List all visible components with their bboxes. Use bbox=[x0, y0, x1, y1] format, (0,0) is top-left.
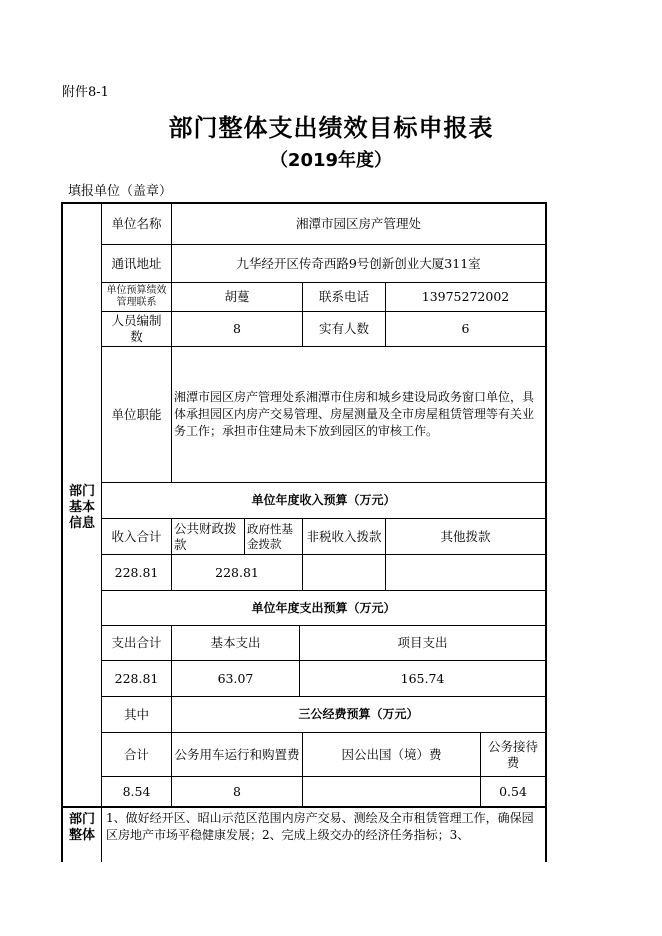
three-public-reception-value: 0.54 bbox=[499, 783, 527, 799]
address-label: 通讯地址 bbox=[111, 255, 162, 271]
section-label-overall: 部门整体 bbox=[68, 812, 95, 844]
expense-total-value: 228.81 bbox=[114, 670, 159, 686]
staff-quota-value: 8 bbox=[233, 321, 241, 337]
income-col-public: 公共财政拨款 bbox=[174, 520, 237, 552]
address-value: 九华经开区传奇西路9号创新创业大厦311室 bbox=[236, 255, 481, 271]
income-col-total: 收入合计 bbox=[111, 528, 162, 544]
duty-label: 单位职能 bbox=[111, 406, 162, 422]
duty-text: 湘潭市园区房产管理处系湘潭市住房和城乡建设局政务窗口单位，具体承担园区内房产交易管理、房屋测量及全市房屋租赁管理等有关业务工作；承担市住建局未下放到园区的审核工作。 bbox=[174, 390, 535, 438]
income-nontax-value bbox=[303, 555, 385, 590]
expense-col-project: 项目支出 bbox=[397, 635, 448, 651]
section-label-basic-info: 部门基本信息 bbox=[68, 483, 95, 532]
income-col-other: 其他拨款 bbox=[440, 528, 491, 544]
staff-quota-label: 人员编制数 bbox=[111, 313, 162, 344]
three-public-col-abroad: 因公出国（境）费 bbox=[341, 746, 442, 762]
income-public-value: 228.81 bbox=[215, 564, 259, 580]
three-public-car-value: 8 bbox=[233, 783, 241, 799]
attachment-number: 附件8-1 bbox=[62, 85, 109, 100]
income-col-nontax: 非税收入拨款 bbox=[306, 528, 382, 544]
income-other-value bbox=[386, 555, 545, 590]
fill-unit-label: 填报单位（盖章） bbox=[68, 184, 173, 199]
unit-name-label: 单位名称 bbox=[111, 216, 162, 232]
income-heading: 单位年度收入预算（万元） bbox=[251, 493, 396, 507]
page-subtitle-year: （2019年度） bbox=[269, 150, 393, 171]
income-total-value: 228.81 bbox=[114, 564, 159, 580]
expense-heading: 单位年度支出预算（万元） bbox=[251, 600, 396, 615]
unit-name-value: 湘潭市园区房产管理处 bbox=[295, 216, 421, 232]
three-public-total-value: 8.54 bbox=[122, 783, 151, 799]
expense-col-basic: 基本支出 bbox=[210, 635, 261, 651]
staff-actual-label: 实有人数 bbox=[318, 321, 369, 337]
income-col-fund: 政府性基金拨款 bbox=[247, 522, 293, 551]
three-public-abroad-value bbox=[303, 777, 480, 806]
expense-project-value: 165.74 bbox=[400, 670, 445, 686]
among-label: 其中 bbox=[123, 706, 149, 722]
overall-goal-text: 1、做好经开区、昭山示范区范围内房产交易、测绘及全市租赁管理工作，确保园区房地产市场平稳健康发展；2、完成上级交办的经济任务指标；3、 bbox=[106, 811, 534, 843]
three-public-col-car: 公务用车运行和购置费 bbox=[174, 746, 300, 762]
expense-basic-value: 63.07 bbox=[217, 670, 254, 686]
three-public-heading: 三公经费预算（万元） bbox=[298, 707, 419, 721]
contact-label: 单位预算绩效管理联系 bbox=[106, 285, 167, 308]
phone-label: 联系电话 bbox=[318, 289, 369, 305]
phone-value: 13975272002 bbox=[421, 289, 510, 305]
three-public-col-reception: 公务接待费 bbox=[487, 738, 538, 770]
staff-actual-value: 6 bbox=[461, 321, 470, 337]
expense-col-total: 支出合计 bbox=[111, 635, 162, 651]
page-title: 部门整体支出绩效目标申报表 bbox=[168, 114, 494, 142]
contact-name-value: 胡蔓 bbox=[224, 289, 250, 305]
three-public-col-total: 合计 bbox=[123, 746, 149, 762]
